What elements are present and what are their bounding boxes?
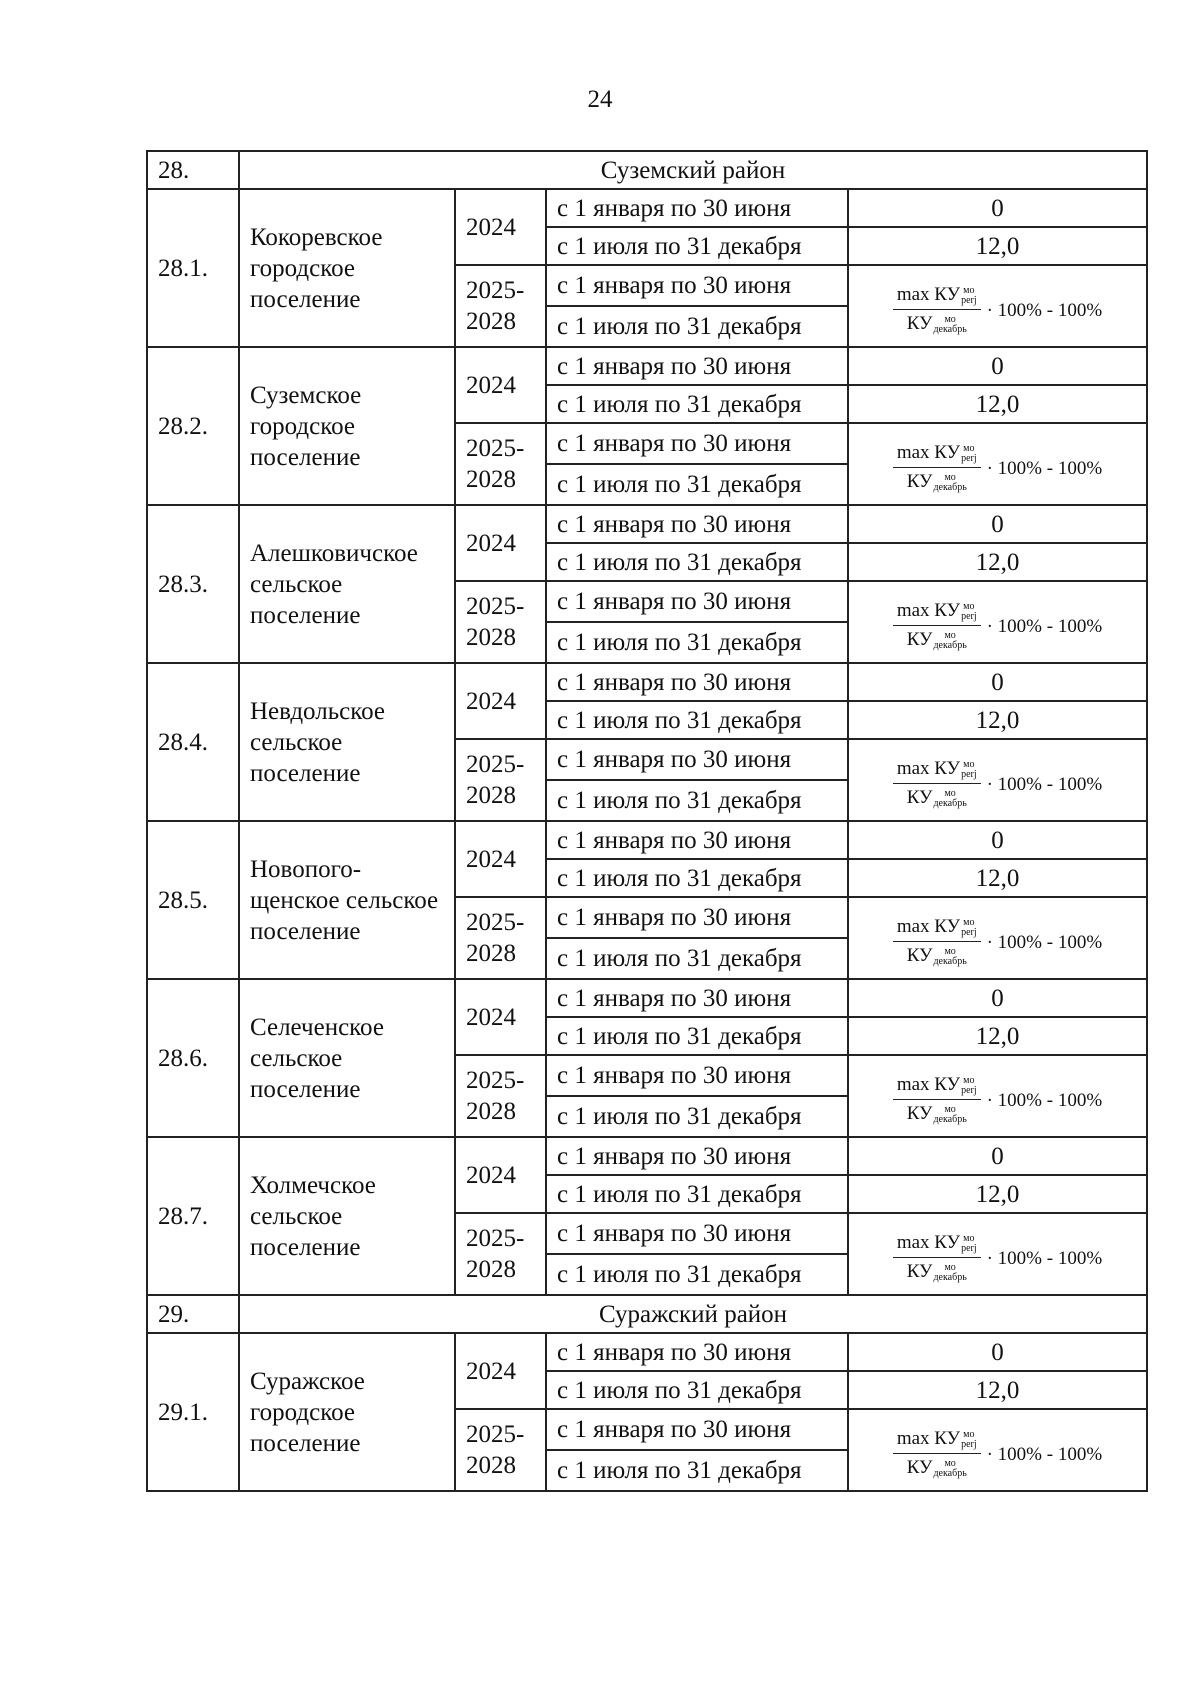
period-cell: с 1 января по 30 июня: [546, 581, 848, 622]
formula-cell: [848, 265, 1147, 347]
index-formula: [893, 601, 1102, 650]
formula-num-sup: мо: [963, 1429, 975, 1440]
formula-denominator: [903, 942, 971, 967]
period-cell: с 1 января по 30 июня: [546, 505, 848, 543]
formula-den-base: КУ: [906, 1261, 933, 1282]
formula-num-sup: мо: [963, 759, 975, 770]
formula-num-sub: реrj: [961, 1439, 977, 1450]
index-formula: [893, 917, 1102, 966]
period-cell: с 1 июля по 31 декабря: [546, 859, 848, 897]
formula-den-base: КУ: [906, 629, 933, 650]
year-range-start: 2025-: [466, 277, 525, 304]
period-cell: с 1 января по 30 июня: [546, 897, 848, 938]
settlement-number: 28.2.: [147, 347, 239, 505]
year-cell: 2024: [455, 663, 546, 739]
year-cell: 2024: [455, 189, 546, 265]
value-cell: 12,0: [848, 701, 1147, 739]
period-cell: с 1 января по 30 июня: [546, 739, 848, 780]
year-cell: 2024: [455, 505, 546, 581]
settlement-number: 29.1.: [147, 1333, 239, 1491]
index-formula: [893, 285, 1102, 334]
formula-rest: · 100% - 100%: [986, 931, 1103, 953]
formula-numerator: [893, 1233, 981, 1258]
year-range-start: 2025-: [466, 1067, 525, 1094]
formula-den-base: КУ: [906, 945, 933, 966]
formula-den-sup: мо: [944, 1103, 956, 1115]
formula-num-sup: мо: [963, 1233, 975, 1244]
settlement-name: Алешковичское сельское поселение: [239, 505, 455, 663]
settlement-number: 28.3.: [147, 505, 239, 663]
period-cell: с 1 января по 30 июня: [546, 347, 848, 385]
year-range-start: 2025-: [466, 1421, 525, 1448]
formula-max-label: max КУ: [896, 442, 961, 464]
tariff-table: [146, 150, 1148, 1492]
settlement-row: [147, 1137, 1147, 1175]
district-number: 28.: [147, 151, 239, 189]
formula-rest: · 100% - 100%: [986, 299, 1103, 321]
formula-max-label: max КУ: [896, 600, 961, 622]
period-cell: с 1 января по 30 июня: [546, 821, 848, 859]
formula-num-sub: реrj: [961, 769, 977, 780]
formula-num-sup: мо: [963, 1075, 975, 1086]
period-cell: с 1 июля по 31 декабря: [546, 938, 848, 979]
value-cell: 12,0: [848, 1175, 1147, 1213]
index-formula: [893, 1075, 1102, 1124]
index-formula: [893, 759, 1102, 808]
year-range-cell: [455, 897, 546, 979]
period-cell: с 1 июля по 31 декабря: [546, 464, 848, 505]
formula-cell: [848, 581, 1147, 663]
settlement-row: [147, 821, 1147, 859]
year-range-start: 2025-: [466, 435, 525, 462]
formula-den-sub: декабрь: [933, 1467, 967, 1479]
year-range-cell: [455, 581, 546, 663]
formula-rest: · 100% - 100%: [986, 1089, 1103, 1111]
formula-fraction: [893, 1429, 981, 1478]
period-cell: с 1 июля по 31 декабря: [546, 1450, 848, 1491]
formula-max-label: max КУ: [896, 1428, 961, 1450]
period-cell: с 1 января по 30 июня: [546, 1213, 848, 1254]
formula-denominator: [903, 626, 971, 651]
period-cell: с 1 января по 30 июня: [546, 1409, 848, 1450]
formula-den-sub: декабрь: [933, 639, 967, 651]
settlement-row: [147, 979, 1147, 1017]
formula-den-sub: декабрь: [933, 323, 967, 335]
formula-cell: [848, 423, 1147, 505]
formula-num-sup: мо: [963, 443, 975, 454]
formula-denominator: [903, 1100, 971, 1125]
settlement-row: [147, 1333, 1147, 1371]
formula-denominator: [903, 310, 971, 335]
value-cell: 0: [848, 347, 1147, 385]
year-cell: 2024: [455, 1137, 546, 1213]
index-formula: [893, 1233, 1102, 1282]
formula-max-label: max КУ: [896, 1232, 961, 1254]
settlement-row: [147, 347, 1147, 385]
formula-fraction: [893, 443, 981, 492]
settlement-number: 28.1.: [147, 189, 239, 347]
formula-numerator: [893, 759, 981, 784]
settlement-name: Суземское городское поселение: [239, 347, 455, 505]
formula-den-base: КУ: [906, 1103, 933, 1124]
value-cell: 12,0: [848, 1017, 1147, 1055]
settlement-number: 28.7.: [147, 1137, 239, 1295]
formula-den-sub: декабрь: [933, 1113, 967, 1125]
settlement-name: Холмечское сельское поселение: [239, 1137, 455, 1295]
formula-fraction: [893, 759, 981, 808]
settlement-number: 28.5.: [147, 821, 239, 979]
formula-num-sub: реrj: [961, 295, 977, 306]
value-cell: 0: [848, 189, 1147, 227]
formula-den-sup: мо: [944, 945, 956, 957]
formula-max-label: max КУ: [896, 1074, 961, 1096]
settlement-name: Суражское городское поселение: [239, 1333, 455, 1491]
period-cell: с 1 июля по 31 декабря: [546, 1175, 848, 1213]
period-cell: с 1 июля по 31 декабря: [546, 1096, 848, 1137]
formula-rest: · 100% - 100%: [986, 1247, 1103, 1269]
value-cell: 0: [848, 505, 1147, 543]
year-range-cell: [455, 265, 546, 347]
year-range-end: 2028: [466, 624, 516, 651]
value-cell: 12,0: [848, 1371, 1147, 1409]
formula-numerator: [893, 443, 981, 468]
year-range-start: 2025-: [466, 1225, 525, 1252]
period-cell: с 1 января по 30 июня: [546, 1055, 848, 1096]
year-range-start: 2025-: [466, 593, 525, 620]
formula-denominator: [903, 1454, 971, 1479]
value-cell: 12,0: [848, 227, 1147, 265]
index-formula: [893, 443, 1102, 492]
value-cell: 12,0: [848, 385, 1147, 423]
value-cell: 0: [848, 979, 1147, 1017]
district-name: Суземский район: [239, 151, 1147, 189]
settlement-row: [147, 505, 1147, 543]
formula-den-sup: мо: [944, 629, 956, 641]
formula-num-sup: мо: [963, 917, 975, 928]
district-row: [147, 151, 1147, 189]
district-name: Суражский район: [239, 1295, 1147, 1333]
value-cell: 12,0: [848, 859, 1147, 897]
year-range-cell: [455, 1213, 546, 1295]
formula-rest: · 100% - 100%: [986, 773, 1103, 795]
value-cell: 0: [848, 821, 1147, 859]
year-cell: 2024: [455, 821, 546, 897]
settlement-name: Новопого- щенское сельское поселение: [239, 821, 455, 979]
formula-max-label: max КУ: [896, 916, 961, 938]
year-range-end: 2028: [466, 466, 516, 493]
district-number: 29.: [147, 1295, 239, 1333]
settlement-number: 28.6.: [147, 979, 239, 1137]
formula-den-sub: декабрь: [933, 481, 967, 493]
period-cell: с 1 июля по 31 декабря: [546, 1371, 848, 1409]
formula-fraction: [893, 1233, 981, 1282]
year-range-end: 2028: [466, 782, 516, 809]
value-cell: 12,0: [848, 543, 1147, 581]
formula-numerator: [893, 1429, 981, 1454]
settlement-number: 28.4.: [147, 663, 239, 821]
formula-den-base: КУ: [906, 787, 933, 808]
formula-cell: [848, 739, 1147, 821]
formula-den-base: КУ: [906, 471, 933, 492]
period-cell: с 1 января по 30 июня: [546, 979, 848, 1017]
period-cell: с 1 января по 30 июня: [546, 189, 848, 227]
formula-den-sup: мо: [944, 313, 956, 325]
period-cell: с 1 июля по 31 декабря: [546, 1254, 848, 1295]
formula-denominator: [903, 1258, 971, 1283]
period-cell: с 1 июля по 31 декабря: [546, 780, 848, 821]
formula-rest: · 100% - 100%: [986, 1443, 1103, 1465]
index-formula: [893, 1429, 1102, 1478]
settlement-name: Селеченское сельское поселение: [239, 979, 455, 1137]
period-cell: с 1 июля по 31 декабря: [546, 227, 848, 265]
year-range-end: 2028: [466, 940, 516, 967]
value-cell: 0: [848, 1333, 1147, 1371]
district-row: [147, 1295, 1147, 1333]
year-cell: 2024: [455, 979, 546, 1055]
period-cell: с 1 июля по 31 декабря: [546, 543, 848, 581]
period-cell: с 1 июля по 31 декабря: [546, 701, 848, 739]
year-range-cell: [455, 1409, 546, 1491]
formula-num-sub: реrj: [961, 927, 977, 938]
year-cell: 2024: [455, 347, 546, 423]
formula-fraction: [893, 1075, 981, 1124]
year-range-end: 2028: [466, 1256, 516, 1283]
period-cell: с 1 января по 30 июня: [546, 1137, 848, 1175]
formula-fraction: [893, 285, 981, 334]
formula-den-sup: мо: [944, 1261, 956, 1273]
settlement-name: Невдольское сельское поселение: [239, 663, 455, 821]
formula-cell: [848, 1213, 1147, 1295]
formula-numerator: [893, 285, 981, 310]
formula-num-sup: мо: [963, 601, 975, 612]
formula-rest: · 100% - 100%: [986, 615, 1103, 637]
year-range-start: 2025-: [466, 909, 525, 936]
formula-rest: · 100% - 100%: [986, 457, 1103, 479]
period-cell: с 1 января по 30 июня: [546, 423, 848, 464]
formula-den-sup: мо: [944, 1457, 956, 1469]
value-cell: 0: [848, 1137, 1147, 1175]
year-range-end: 2028: [466, 1452, 516, 1479]
period-cell: с 1 января по 30 июня: [546, 265, 848, 306]
formula-cell: [848, 897, 1147, 979]
year-cell: 2024: [455, 1333, 546, 1409]
year-range-cell: [455, 1055, 546, 1137]
formula-num-sub: реrj: [961, 1243, 977, 1254]
formula-num-sub: реrj: [961, 453, 977, 464]
year-range-end: 2028: [466, 308, 516, 335]
period-cell: с 1 июля по 31 декабря: [546, 622, 848, 663]
formula-cell: [848, 1409, 1147, 1491]
period-cell: с 1 июля по 31 декабря: [546, 385, 848, 423]
formula-fraction: [893, 601, 981, 650]
formula-denominator: [903, 784, 971, 809]
settlement-name: Кокоревское городское поселение: [239, 189, 455, 347]
formula-den-sub: декабрь: [933, 1271, 967, 1283]
formula-denominator: [903, 468, 971, 493]
formula-den-sub: декабрь: [933, 797, 967, 809]
period-cell: с 1 января по 30 июня: [546, 1333, 848, 1371]
formula-den-base: КУ: [906, 313, 933, 334]
page-number: 24: [587, 86, 613, 113]
formula-fraction: [893, 917, 981, 966]
formula-den-sup: мо: [944, 471, 956, 483]
formula-max-label: max КУ: [896, 284, 961, 306]
formula-num-sub: реrj: [961, 1085, 977, 1096]
formula-numerator: [893, 1075, 981, 1100]
settlement-row: [147, 663, 1147, 701]
settlement-row: [147, 189, 1147, 227]
formula-numerator: [893, 601, 981, 626]
formula-cell: [848, 1055, 1147, 1137]
period-cell: с 1 июля по 31 декабря: [546, 306, 848, 347]
year-range-end: 2028: [466, 1098, 516, 1125]
year-range-cell: [455, 423, 546, 505]
formula-num-sub: реrj: [961, 611, 977, 622]
formula-max-label: max КУ: [896, 758, 961, 780]
period-cell: с 1 января по 30 июня: [546, 663, 848, 701]
formula-den-base: КУ: [906, 1457, 933, 1478]
year-range-cell: [455, 739, 546, 821]
year-range-start: 2025-: [466, 751, 525, 778]
formula-den-sub: декабрь: [933, 955, 967, 967]
formula-numerator: [893, 917, 981, 942]
period-cell: с 1 июля по 31 декабря: [546, 1017, 848, 1055]
value-cell: 0: [848, 663, 1147, 701]
formula-den-sup: мо: [944, 787, 956, 799]
formula-num-sup: мо: [963, 285, 975, 296]
